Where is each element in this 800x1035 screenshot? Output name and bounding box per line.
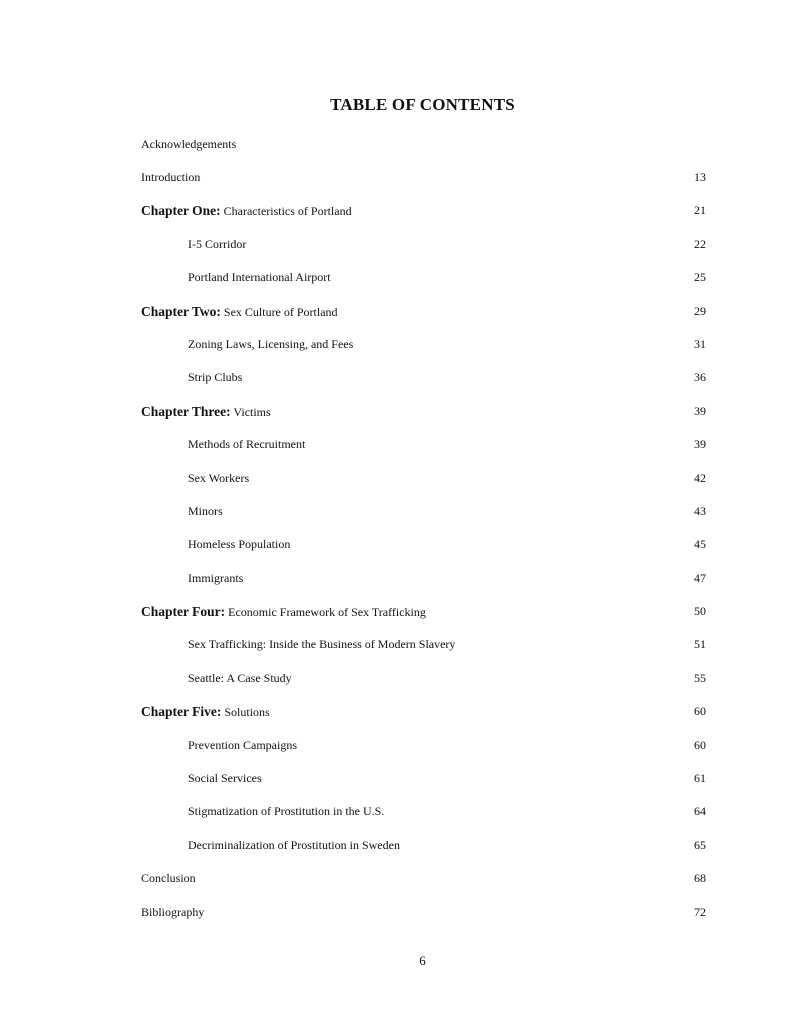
toc-entry-page: 25 xyxy=(694,270,706,285)
page-title: TABLE OF CONTENTS xyxy=(330,95,515,114)
toc-entry-label xyxy=(188,437,305,452)
toc-entry-text: Solutions xyxy=(221,705,270,720)
toc-entry xyxy=(141,170,706,203)
toc-entry-label xyxy=(188,537,290,552)
toc-entry-text: Decriminalization of Prostitution in Sweden xyxy=(188,837,400,852)
toc-entry-text: Conclusion xyxy=(141,871,196,886)
toc-entry-text: Sex Trafficking: Inside the Business of Modern Slavery xyxy=(188,637,456,652)
toc-entry-label xyxy=(188,637,455,652)
toc-entry-label xyxy=(188,671,292,686)
toc-entry-text: Zoning Laws, Licensing, and Fees xyxy=(188,336,354,351)
toc-entry-page: 39 xyxy=(694,403,706,418)
toc-entry-label xyxy=(188,738,297,753)
toc-entry-text: Strip Clubs xyxy=(188,370,243,385)
toc-entry-label xyxy=(188,471,249,486)
toc-entry-label xyxy=(188,838,400,853)
toc-entry-page: 68 xyxy=(694,871,706,886)
toc-entry xyxy=(141,304,706,337)
toc-entry-label xyxy=(188,504,223,519)
toc-entry-label xyxy=(141,304,338,320)
toc-entry xyxy=(141,337,706,370)
toc-entry xyxy=(141,203,706,236)
chapter-prefix: Chapter Five: xyxy=(141,704,222,720)
toc-entry-text: Immigrants xyxy=(188,570,244,585)
chapter-prefix: Chapter Three: xyxy=(141,403,231,419)
toc-entry-label xyxy=(141,905,204,920)
toc-entry-page: 45 xyxy=(694,537,706,552)
toc-entry-text: I-5 Corridor xyxy=(188,236,247,251)
toc-entry xyxy=(141,671,706,704)
toc-entry-page: 13 xyxy=(694,170,706,184)
toc-entry-text: Introduction xyxy=(141,170,201,184)
toc-entry-page: 42 xyxy=(694,470,706,485)
toc-entry-label xyxy=(141,170,200,185)
toc-entry-label xyxy=(188,370,242,385)
toc-entry xyxy=(141,905,706,938)
toc-entry-label xyxy=(188,270,331,285)
toc-entry xyxy=(141,437,706,470)
toc-entry-label xyxy=(188,237,246,252)
toc-entry-page: 61 xyxy=(694,771,706,786)
toc-entry-page: 21 xyxy=(694,203,706,218)
toc-entry xyxy=(141,537,706,570)
toc-entry-page: 43 xyxy=(694,503,706,518)
toc-entry xyxy=(141,471,706,504)
toc-entry-label xyxy=(188,571,243,586)
chapter-prefix: Chapter Two: xyxy=(141,303,221,319)
toc-entry xyxy=(141,738,706,771)
toc-entry-text: Victims xyxy=(230,404,271,419)
toc-entry-label xyxy=(188,771,262,786)
chapter-prefix: Chapter Four: xyxy=(141,604,226,620)
toc-entry xyxy=(141,838,706,871)
toc-entry xyxy=(141,637,706,670)
toc-entry-page: 22 xyxy=(694,236,706,251)
toc-entry xyxy=(141,270,706,303)
toc-entry-label xyxy=(141,203,352,219)
toc-entry-text: Social Services xyxy=(188,771,262,786)
toc-entry-page: 60 xyxy=(694,704,706,719)
toc-entry-label xyxy=(141,704,270,720)
toc-entry xyxy=(141,504,706,537)
toc-entry-page: 55 xyxy=(694,670,706,685)
page-number: 6 xyxy=(419,953,426,968)
toc-entry-label xyxy=(188,337,353,352)
toc-entry-page: 64 xyxy=(694,804,706,819)
toc-entry-text: Sex Culture of Portland xyxy=(220,304,338,319)
toc-entry-page: 47 xyxy=(694,570,706,585)
toc-entry-page: 31 xyxy=(694,336,706,351)
toc-entry-text: Bibliography xyxy=(141,904,205,919)
toc-entry-label xyxy=(141,604,426,620)
toc-entry-text: Prevention Campaigns xyxy=(188,737,297,752)
chapter-prefix: Chapter One: xyxy=(141,203,221,219)
toc-entry-label xyxy=(141,404,271,420)
toc-entry-page: 72 xyxy=(694,904,706,919)
toc-entry xyxy=(141,404,706,437)
toc-entry-page: 39 xyxy=(694,437,706,452)
toc-entry xyxy=(141,604,706,637)
toc-entry-page: 51 xyxy=(694,637,706,652)
toc-entry-text: Stigmatization of Prostitution in the U.S. xyxy=(188,804,385,819)
toc-entry-page: 65 xyxy=(694,837,706,852)
toc-entry xyxy=(141,771,706,804)
toc-entry-page: 29 xyxy=(694,303,706,318)
toc-list xyxy=(141,170,706,938)
toc-entry-text: Methods of Recruitment xyxy=(188,437,306,452)
toc-entry-label xyxy=(188,804,384,819)
toc-entry xyxy=(141,804,706,837)
toc-entry-text: Characteristics of Portland xyxy=(220,204,352,219)
toc-entry-text: Homeless Population xyxy=(188,537,291,552)
toc-entry-text: Sex Workers xyxy=(188,470,250,485)
toc-entry-text: Minors xyxy=(188,503,223,518)
toc-entry xyxy=(141,871,706,904)
toc-entry-page: 36 xyxy=(694,370,706,385)
toc-entry xyxy=(141,571,706,604)
toc-entry-label xyxy=(141,871,196,886)
toc-entry xyxy=(141,370,706,403)
toc-entry xyxy=(141,237,706,270)
toc-entry-text: Seattle: A Case Study xyxy=(188,670,292,685)
toc-entry-text: Economic Framework of Sex Trafficking xyxy=(225,605,426,620)
acknowledgements-entry: Acknowledgements xyxy=(141,137,237,151)
toc-entry-page: 50 xyxy=(694,604,706,619)
toc-entry-text: Portland International Airport xyxy=(188,270,331,285)
toc-entry-page: 60 xyxy=(694,737,706,752)
toc-entry xyxy=(141,704,706,737)
